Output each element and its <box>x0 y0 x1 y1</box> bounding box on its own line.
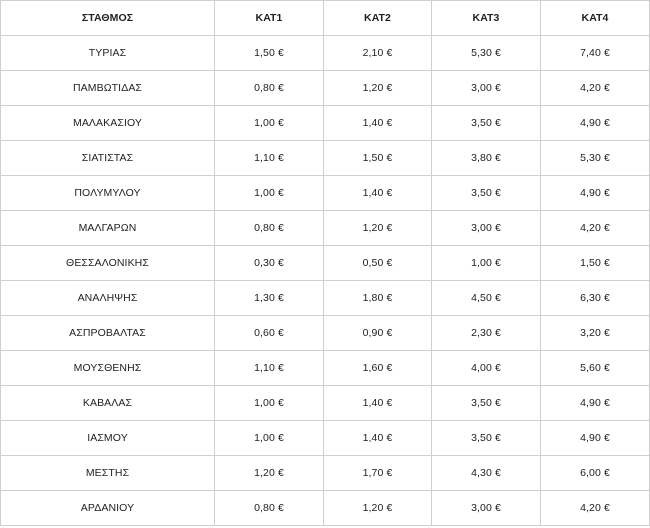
cat2-cell: 1,80 € <box>324 281 432 316</box>
cat4-cell: 4,90 € <box>541 176 650 211</box>
cat2-cell: 0,90 € <box>324 316 432 351</box>
header-row <box>1 1 650 36</box>
cat1-cell: 1,50 € <box>215 36 324 71</box>
cat1-cell: 1,00 € <box>215 106 324 141</box>
cat4-cell: 3,20 € <box>541 316 650 351</box>
table-body <box>1 36 650 526</box>
station-cell: ΜΑΛΓΑΡΩΝ <box>1 211 215 246</box>
table-row <box>1 456 650 491</box>
cat1-cell: 1,10 € <box>215 141 324 176</box>
station-cell: ΚΑΒΑΛΑΣ <box>1 386 215 421</box>
cat4-cell: 1,50 € <box>541 246 650 281</box>
cat3-cell: 2,30 € <box>432 316 541 351</box>
cat2-cell: 1,70 € <box>324 456 432 491</box>
station-cell: ΜΕΣΤΗΣ <box>1 456 215 491</box>
cat3-cell: 5,30 € <box>432 36 541 71</box>
cat2-cell: 1,20 € <box>324 71 432 106</box>
cat2-cell: 1,20 € <box>324 491 432 526</box>
cat2-cell: 1,40 € <box>324 106 432 141</box>
table-row <box>1 491 650 526</box>
cat4-cell: 6,30 € <box>541 281 650 316</box>
cat2-cell: 1,40 € <box>324 421 432 456</box>
table-row <box>1 141 650 176</box>
cat1-cell: 0,80 € <box>215 491 324 526</box>
table-row <box>1 316 650 351</box>
table-header <box>1 1 650 36</box>
header-cat1: ΚΑΤ1 <box>215 1 324 36</box>
cat3-cell: 4,50 € <box>432 281 541 316</box>
station-cell: ΑΣΠΡΟΒΑΛΤΑΣ <box>1 316 215 351</box>
table-row <box>1 176 650 211</box>
cat1-cell: 1,20 € <box>215 456 324 491</box>
cat1-cell: 0,80 € <box>215 211 324 246</box>
cat4-cell: 6,00 € <box>541 456 650 491</box>
cat3-cell: 1,00 € <box>432 246 541 281</box>
cat1-cell: 0,30 € <box>215 246 324 281</box>
cat2-cell: 0,50 € <box>324 246 432 281</box>
cat2-cell: 1,50 € <box>324 141 432 176</box>
table-row <box>1 36 650 71</box>
cat3-cell: 3,50 € <box>432 106 541 141</box>
cat2-cell: 1,20 € <box>324 211 432 246</box>
header-station: ΣΤΑΘΜΟΣ <box>1 1 215 36</box>
station-cell: ΤΥΡΙΑΣ <box>1 36 215 71</box>
cat1-cell: 0,80 € <box>215 71 324 106</box>
station-cell: ΑΡΔΑΝΙΟΥ <box>1 491 215 526</box>
station-cell: ΙΑΣΜΟΥ <box>1 421 215 456</box>
cat3-cell: 4,30 € <box>432 456 541 491</box>
cat4-cell: 5,60 € <box>541 351 650 386</box>
cat2-cell: 2,10 € <box>324 36 432 71</box>
cat4-cell: 7,40 € <box>541 36 650 71</box>
table-row <box>1 211 650 246</box>
table-row <box>1 351 650 386</box>
cat4-cell: 4,20 € <box>541 71 650 106</box>
cat4-cell: 4,90 € <box>541 106 650 141</box>
cat4-cell: 4,90 € <box>541 421 650 456</box>
station-cell: ΘΕΣΣΑΛΟΝΙΚΗΣ <box>1 246 215 281</box>
cat1-cell: 0,60 € <box>215 316 324 351</box>
cat3-cell: 3,50 € <box>432 176 541 211</box>
header-cat3: ΚΑΤ3 <box>432 1 541 36</box>
cat1-cell: 1,30 € <box>215 281 324 316</box>
cat1-cell: 1,00 € <box>215 176 324 211</box>
cat3-cell: 3,00 € <box>432 211 541 246</box>
cat4-cell: 4,20 € <box>541 491 650 526</box>
table-row <box>1 246 650 281</box>
station-cell: ΜΟΥΣΘΕΝΗΣ <box>1 351 215 386</box>
table-row <box>1 106 650 141</box>
header-cat2: ΚΑΤ2 <box>324 1 432 36</box>
cat3-cell: 3,80 € <box>432 141 541 176</box>
station-cell: ΜΑΛΑΚΑΣΙΟΥ <box>1 106 215 141</box>
cat2-cell: 1,60 € <box>324 351 432 386</box>
cat1-cell: 1,00 € <box>215 421 324 456</box>
table-row <box>1 386 650 421</box>
table-row <box>1 281 650 316</box>
cat4-cell: 4,90 € <box>541 386 650 421</box>
cat2-cell: 1,40 € <box>324 386 432 421</box>
station-cell: ΑΝΑΛΗΨΗΣ <box>1 281 215 316</box>
cat1-cell: 1,10 € <box>215 351 324 386</box>
header-cat4: ΚΑΤ4 <box>541 1 650 36</box>
table-row <box>1 421 650 456</box>
station-cell: ΠΑΜΒΩΤΙΔΑΣ <box>1 71 215 106</box>
cat3-cell: 4,00 € <box>432 351 541 386</box>
cat3-cell: 3,50 € <box>432 386 541 421</box>
cat3-cell: 3,00 € <box>432 71 541 106</box>
cat2-cell: 1,40 € <box>324 176 432 211</box>
cat4-cell: 5,30 € <box>541 141 650 176</box>
table-row <box>1 71 650 106</box>
station-cell: ΠΟΛΥΜΥΛΟΥ <box>1 176 215 211</box>
cat4-cell: 4,20 € <box>541 211 650 246</box>
station-cell: ΣΙΑΤΙΣΤΑΣ <box>1 141 215 176</box>
cat1-cell: 1,00 € <box>215 386 324 421</box>
cat3-cell: 3,50 € <box>432 421 541 456</box>
cat3-cell: 3,00 € <box>432 491 541 526</box>
